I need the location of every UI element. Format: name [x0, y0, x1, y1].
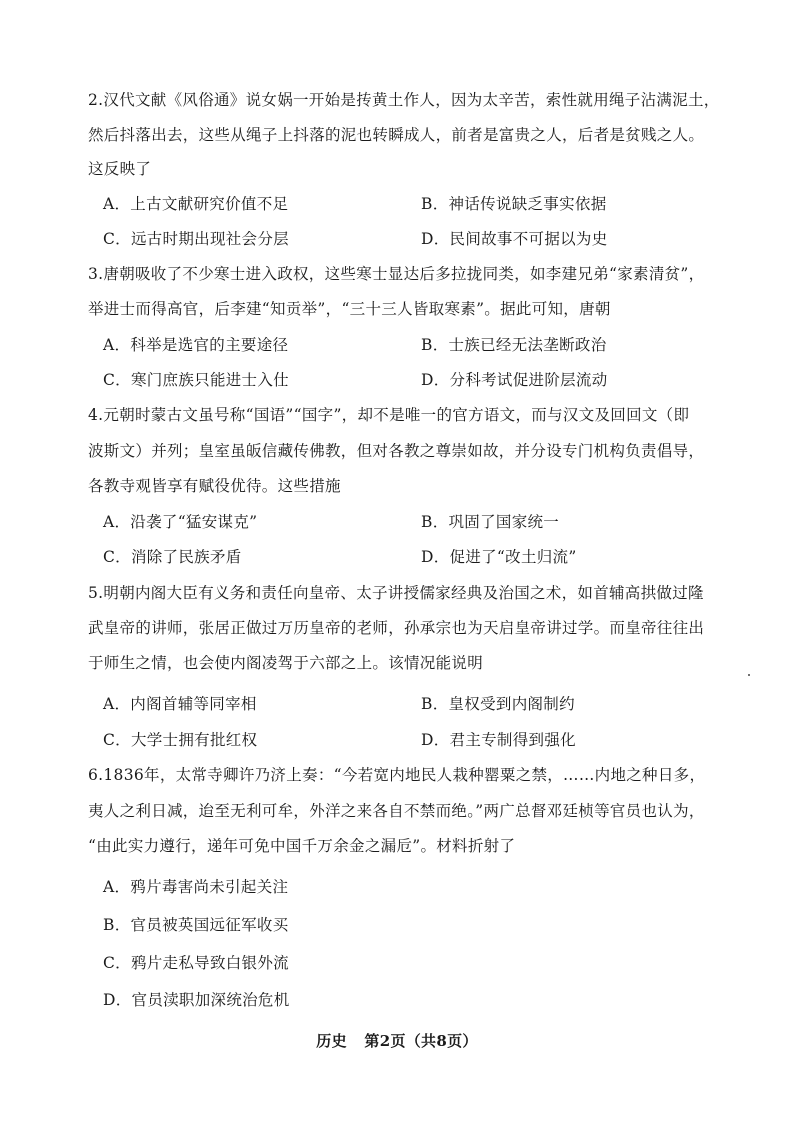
- q4-stem-line-1: 4.元朝时蒙古文虽号称“国语”“国字”，却不是唯一的官方语文，而与汉文及回回文（即: [88, 406, 690, 424]
- q3-option-b: B．士族已经无法垄断政治: [421, 336, 607, 354]
- q2-option-c: C．远古时期出现社会分层: [103, 230, 289, 248]
- footer-subject: 历史: [316, 1032, 347, 1050]
- q3-stem-line-1: 3.唐朝吸收了不少寒士进入政权，这些寒士显达后多拉拢同类，如李建兄弟“家素清贫”，: [88, 265, 705, 283]
- q2-stem-line-1: 2.汉代文献《风俗通》说女娲一开始是抟黄土作人，因为太辛苦，索性就用绳子沾满泥土，: [88, 91, 720, 109]
- q5-stem-line-2: 武皇帝的讲师，张居正做过万历皇帝的老师，孙承宗也为天启皇帝讲过学。而皇帝往往出: [88, 619, 705, 637]
- q2-option-a: A．上古文献研究价值不足: [103, 195, 289, 213]
- q5-stem-line-1: 5.明朝内阁大臣有义务和责任向皇帝、太子讲授儒家经典及治国之术，如首辅高拱做过隆: [88, 584, 704, 602]
- page-footer: [0, 1030, 794, 1052]
- q4-stem-line-3: 各教寺观皆享有赋役优待。这些措施: [88, 477, 341, 495]
- q6-option-d: D．官员渎职加深统治危机: [103, 991, 290, 1009]
- q3-option-c: C．寒门庶族只能进士入仕: [103, 371, 289, 389]
- q2-stem-line-2: 然后抖落出去，这些从绳子上抖落的泥也转瞬成人，前者是富贵之人，后者是贫贱之人。: [88, 126, 705, 144]
- q6-stem-line-3: “由此实力遵行，递年可免中国千万余金之漏卮”。材料折射了: [88, 837, 516, 855]
- q2-option-b: B．神话传说缺乏事实依据: [421, 195, 607, 213]
- q6-stem-line-1: 6.1836年，太常寺卿许乃济上奏：“今若宽内地民人栽种罂粟之禁，……内地之种日多，: [88, 766, 706, 784]
- q2-stem-line-3: 这反映了: [88, 160, 152, 178]
- footer-page-number: 第2页（共8页）: [364, 1032, 478, 1050]
- q6-option-c: C．鸦片走私导致白银外流: [103, 954, 289, 972]
- q5-option-c: C．大学士拥有批红权: [103, 731, 258, 749]
- q2-option-d: D．民间故事不可据以为史: [421, 230, 608, 248]
- q4-option-d: D．促进了“改土归流”: [421, 548, 577, 566]
- q4-option-c: C．消除了民族矛盾: [103, 548, 242, 566]
- q5-option-d: D．君主专制得到强化: [421, 731, 576, 749]
- q5-option-b: B．皇权受到内阁制约: [421, 695, 575, 713]
- q5-option-a: A．内阁首辅等同宰相: [103, 695, 257, 713]
- q4-option-a: A．沿袭了“猛安谋克”: [103, 513, 258, 531]
- q3-option-a: A．科举是选官的主要途径: [103, 336, 289, 354]
- q4-stem-line-2: 波斯文）并列；皇室虽皈信藏传佛教，但对各教之尊崇如故，并分设专门机构负责倡导，: [88, 442, 705, 460]
- q3-option-d: D．分科考试促进阶层流动: [421, 371, 608, 389]
- q6-option-a: A．鸦片毒害尚未引起关注: [103, 878, 289, 896]
- q6-option-b: B．官员被英国远征军收买: [103, 916, 289, 934]
- q6-stem-line-2: 夷人之利日减，迨至无利可牟，外洋之来各自不禁而绝。”两广总督邓廷桢等官员也认为，: [88, 802, 705, 820]
- scan-speck: [748, 674, 750, 676]
- q4-option-b: B．巩固了国家统一: [421, 513, 560, 531]
- q5-stem-line-3: 于师生之情，也会使内阁凌驾于六部之上。该情况能说明: [88, 654, 484, 672]
- q3-stem-line-2: 举进士而得高官，后李建“知贡举”，“三十三人皆取寒素”。据此可知，唐朝: [88, 300, 611, 318]
